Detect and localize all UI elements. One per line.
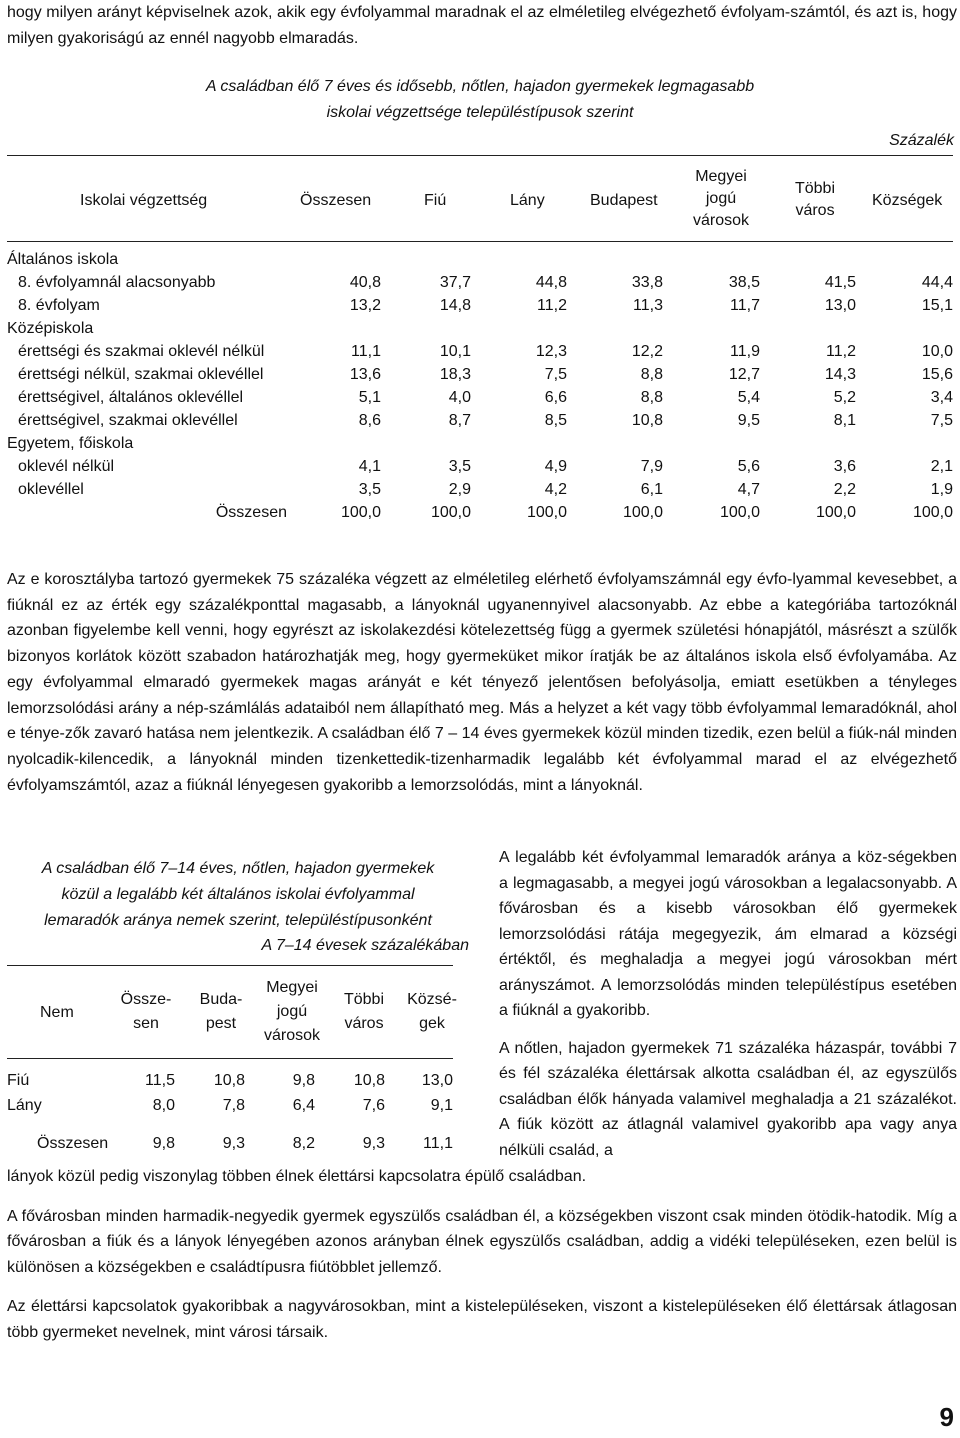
table2-title: A családban élő 7–14 éves, nőtlen, hajadon gyermekek közül a legalább két általános iskolai évfolyammal lemaradók aránya nemek szerint, településtípusonként xyxy=(41,860,435,929)
table1-row xyxy=(7,501,953,524)
table2-cell: 9,3 xyxy=(362,1135,385,1152)
table1-cell xyxy=(297,317,381,340)
table1-cell xyxy=(760,248,856,271)
table1-cell: 3,4 xyxy=(930,389,953,406)
table1-cell: 10,8 xyxy=(631,412,663,429)
table2-cell: 10,8 xyxy=(213,1072,245,1089)
table1-row-label: Általános iskola xyxy=(7,251,119,268)
side-paragraph-2: A nőtlen, hajadon gyermekek 71 százaléka házaspár, további 7 és fél százaléka élettársak alkotta családban él, az egyszülős családban élők hányada valamivel meghaladja a 21 százalékot. A fiúk között az átlagnál valamivel gyakoribb apa vagy anya nélküli család, a xyxy=(499,1039,957,1159)
table1-cell xyxy=(471,432,567,455)
table2-cell: 9,8 xyxy=(292,1072,315,1089)
table1-cell xyxy=(663,248,760,271)
table1-header-col2: Fiú xyxy=(424,192,447,209)
table2-cell: 7,6 xyxy=(362,1097,385,1114)
table1-header-col6: Többi város xyxy=(794,180,836,219)
table1-cell: 3,5 xyxy=(358,481,381,498)
table1-row xyxy=(7,455,953,478)
table1-cell: 4,2 xyxy=(544,481,567,498)
table1-cell: 3,6 xyxy=(833,458,856,475)
table2-row-label: Fiú xyxy=(7,1072,30,1089)
table1-row xyxy=(7,340,953,363)
table1-cell: 5,2 xyxy=(833,389,856,406)
table1-cell: 100,0 xyxy=(719,504,760,521)
table1-row-label: 8. évfolyamnál alacsonyabb xyxy=(18,274,216,291)
table1-cell: 100,0 xyxy=(340,504,381,521)
table1-cell: 11,7 xyxy=(730,297,760,314)
table1-cell: 7,9 xyxy=(640,458,663,475)
table1-cell: 8,8 xyxy=(640,389,663,406)
table1-row xyxy=(7,409,953,432)
table1-cell: 8,5 xyxy=(544,412,567,429)
table1 xyxy=(7,248,953,524)
table1-row-label: érettségi és szakmai oklevél nélkül xyxy=(18,343,265,360)
table1-cell: 38,5 xyxy=(728,274,760,291)
table1-header-col5: Megyei jogú városok xyxy=(692,168,750,229)
table1-cell xyxy=(381,248,471,271)
table1-unit: Százalék xyxy=(889,132,954,149)
table1-cell xyxy=(567,248,663,271)
table1-cell: 5,6 xyxy=(737,458,760,475)
table2-cell: 9,8 xyxy=(152,1135,175,1152)
table1-cell: 4,1 xyxy=(358,458,381,475)
table1-header-col4: Budapest xyxy=(590,192,658,209)
table1-cell: 12,3 xyxy=(535,343,567,360)
table1-cell: 33,8 xyxy=(631,274,663,291)
table1-cell: 4,0 xyxy=(448,389,471,406)
table2-header-col4: Többi város xyxy=(343,991,385,1032)
table1-cell: 8,8 xyxy=(640,366,663,383)
table1-cell: 2,2 xyxy=(833,481,856,498)
table1-row-label: Összesen xyxy=(215,504,287,521)
table1-cell: 11,1 xyxy=(351,343,381,360)
table1-row-label: 8. évfolyam xyxy=(18,297,100,314)
table1-cell: 100,0 xyxy=(526,504,567,521)
table1-cell: 100,0 xyxy=(622,504,663,521)
table1-cell xyxy=(297,432,381,455)
table1-cell xyxy=(856,317,953,340)
table1-cell: 100,0 xyxy=(430,504,471,521)
table1-cell: 44,4 xyxy=(921,274,953,291)
table1-cell: 12,2 xyxy=(631,343,663,360)
table2-row-label: Összesen xyxy=(37,1135,109,1152)
table2-header-rule xyxy=(7,1058,453,1059)
main-paragraph: Az e korosztályba tartozó gyermekek 75 százaléka végzett az elméletileg elérhető évfolyamszámnál egy évfo-lyammal kevesebbet, a fiúknál ez az érték egy százalékponttal magasabb, a lányoknál ugyanennyivel alacsonyabb. Az ebbe a kategóriába tartozóknál azonban figyelembe kell venni, hogy egyrészt az iskolakezdési kötelezettség függ a gyermek születési hónapjától, másrészt a szülők bizonyos korlátok között szabadon határozhatják meg, hogy gyermeküket mikor íratják be az általános iskola első évfolyamába. Az egy évfolyammal elmaradó gyermekek magas arányát e két tényező jelentősen befolyásolja, emiatt esetükben a tényleges lemorzsolódási arány a nép-számlálás adataiból nem állapítható meg. Más a helyzet a két vagy több évfolyammal lemaradóknál, ahol e ténye-zők zavaró hatása nem jelentkezik. A családban élő 7 – 14 éves gyermekek közül minden tizedik, ezen belül a fiúk-nál minden nyolcadik-kilencedik, a lányoknál minden tizenkettedik-tizenharmadik legalább két évfolyammal marad el az elvégezhető évfolyamszámtól, azaz a fiúknál lényegesen gyakoribb a lemorzsolódás, mint a lányoknál. xyxy=(7,571,957,794)
table1-cell xyxy=(381,317,471,340)
table2-cell: 8,0 xyxy=(152,1097,175,1114)
table1-cell: 15,1 xyxy=(921,297,953,314)
table1-row-label: érettségivel, szakmai oklevéllel xyxy=(18,412,238,429)
table1-cell: 13,2 xyxy=(349,297,381,314)
table1-cell: 6,6 xyxy=(544,389,567,406)
table2-cell: 11,1 xyxy=(423,1135,453,1152)
table1-cell: 10,0 xyxy=(921,343,953,360)
table1-cell: 18,3 xyxy=(439,366,471,383)
table1-cell xyxy=(663,432,760,455)
side-column xyxy=(499,845,957,1173)
table1-cell xyxy=(760,317,856,340)
table1-cell: 6,1 xyxy=(640,481,663,498)
table1-row xyxy=(7,386,953,409)
table2-row xyxy=(7,1118,453,1156)
table2-cell: 7,8 xyxy=(222,1097,245,1114)
table2-header-col2: Buda- pest xyxy=(199,991,243,1032)
table1-cell: 8,7 xyxy=(448,412,471,429)
table2-row xyxy=(7,1093,453,1118)
table1-header-col0: Iskolai végzettség xyxy=(80,192,208,209)
table1-row xyxy=(7,294,953,317)
table1-row-label: Egyetem, főiskola xyxy=(7,435,134,452)
table1-cell: 2,1 xyxy=(930,458,953,475)
table1-cell: 11,9 xyxy=(730,343,760,360)
table1-cell xyxy=(567,317,663,340)
table2-header-col5: Közsé- gek xyxy=(407,991,457,1032)
table1-cell: 4,9 xyxy=(544,458,567,475)
table1-cell: 37,7 xyxy=(439,274,471,291)
side-paragraph-2-continuation: lányok közül pedig viszonylag többen élnek élettársi kapcsolatra épülő családban. xyxy=(7,1168,587,1185)
table1-cell: 8,6 xyxy=(358,412,381,429)
table2-row xyxy=(7,1068,453,1093)
table2-cell: 10,8 xyxy=(353,1072,385,1089)
table1-cell xyxy=(471,317,567,340)
table1-row-label: érettségi nélkül, szakmai oklevéllel xyxy=(18,366,264,383)
table1-cell: 41,5 xyxy=(824,274,856,291)
table2-cell: 11,5 xyxy=(145,1072,175,1089)
table1-row xyxy=(7,248,953,271)
table1-cell: 100,0 xyxy=(912,504,953,521)
table2-header-col0: Nem xyxy=(40,1004,74,1021)
table1-cell: 11,2 xyxy=(537,297,567,314)
table2-header-col1: Össze- sen xyxy=(120,991,172,1032)
table2-row-label: Lány xyxy=(7,1097,42,1114)
table1-header-col1: Összesen xyxy=(300,192,372,209)
side-paragraph-1: A legalább két évfolyammal lemaradók aránya a köz-ségekben a legmagasabb, a megyei jogú városokban a legalacsonyabb. A fővárosban és a kisebb városokban élő gyermekek lemorzsolódási rátája megegyezik, ám elmarad a községi értéktől, és meghaladja a megyei jogú városokban mért arányszámot. A lemorzsolódás minden településtípus esetében a fiúknál a gyakoribb. xyxy=(499,849,957,1019)
table1-cell: 14,3 xyxy=(824,366,856,383)
table1-cell: 14,8 xyxy=(439,297,471,314)
table2-unit: A 7–14 évesek százalékában xyxy=(261,937,469,954)
table1-row xyxy=(7,432,953,455)
table1-cell xyxy=(567,432,663,455)
table1-row-label: oklevél nélkül xyxy=(18,458,115,475)
table2-cell: 9,3 xyxy=(222,1135,245,1152)
table2-cell: 8,2 xyxy=(292,1135,315,1152)
table1-cell: 15,6 xyxy=(921,366,953,383)
table1-cell xyxy=(663,317,760,340)
table1-header-col3: Lány xyxy=(510,192,545,209)
table2-cell: 9,1 xyxy=(430,1097,453,1114)
table1-cell xyxy=(381,432,471,455)
table1-cell: 100,0 xyxy=(815,504,856,521)
table1-row-label: Középiskola xyxy=(7,320,94,337)
table1-header-col7: Községek xyxy=(872,192,943,209)
table2-top-rule xyxy=(7,965,453,966)
table1-row xyxy=(7,317,953,340)
table1-row xyxy=(7,363,953,386)
intro-paragraph: hogy milyen arányt képviselnek azok, akik egy évfolyammal maradnak el az elméletileg elvégezhető évfolyam-számtól, és azt is, hogy milyen gyakoriságú az ennél nagyobb elmaradás. xyxy=(7,4,957,47)
table2-cell: 13,0 xyxy=(421,1072,453,1089)
table1-row-label: érettségivel, általános oklevéllel xyxy=(18,389,244,406)
table1-row xyxy=(7,271,953,294)
table1-cell: 13,0 xyxy=(824,297,856,314)
table1-cell: 3,5 xyxy=(448,458,471,475)
table1-row xyxy=(7,478,953,501)
table1-cell: 1,9 xyxy=(930,481,953,498)
table1-cell: 4,7 xyxy=(737,481,760,498)
table1-header-rule xyxy=(7,241,953,242)
table1-cell xyxy=(297,248,381,271)
table2 xyxy=(7,1068,453,1156)
capital-paragraph: A fővárosban minden harmadik-negyedik gyermek egyszülős családban él, a községekben viszont csak minden ötödik-hatodik. Míg a fővárosban a fiúk és a lányok lényegében azonos arányban élnek egyszülős családban, addig a vidéki településeken, ezen belül is különösen a községekben e családtípusra fiútöbblet jellemző. xyxy=(7,1207,957,1276)
partner-paragraph: Az élettársi kapcsolatok gyakoribbak a nagyvárosokban, mint a kistelepüléseken, viszont a kistelepüléseken élő élettársak átlagosan több gyermeket nevelnek, mint városi társaik. xyxy=(7,1298,957,1341)
table1-cell: 12,7 xyxy=(728,366,760,383)
table1-cell xyxy=(856,248,953,271)
table1-cell: 5,1 xyxy=(358,389,381,406)
table1-cell: 2,9 xyxy=(448,481,471,498)
table1-title: A családban élő 7 éves és idősebb, nőtlen, hajadon gyermekek legmagasabb iskolai végzettsége településtípusok szerint xyxy=(205,78,755,121)
page-number: 9 xyxy=(939,1402,954,1432)
table1-cell: 13,6 xyxy=(349,366,381,383)
table1-cell: 7,5 xyxy=(930,412,953,429)
table1-row-label: oklevéllel xyxy=(18,481,84,498)
table1-cell: 7,5 xyxy=(544,366,567,383)
table1-cell: 8,1 xyxy=(833,412,856,429)
table1-top-rule xyxy=(7,155,953,156)
table2-cell: 6,4 xyxy=(292,1097,315,1114)
table1-cell: 44,8 xyxy=(535,274,567,291)
table2-header-col3: Megyei jogú városok xyxy=(263,979,321,1044)
table1-cell xyxy=(856,432,953,455)
table1-cell: 40,8 xyxy=(349,274,381,291)
table1-cell xyxy=(471,248,567,271)
table1-cell: 5,4 xyxy=(737,389,760,406)
table1-cell xyxy=(760,432,856,455)
table1-cell: 11,2 xyxy=(826,343,856,360)
table1-cell: 9,5 xyxy=(737,412,760,429)
table1-cell: 11,3 xyxy=(633,297,663,314)
table1-cell: 10,1 xyxy=(439,343,471,360)
after-section xyxy=(7,1164,957,1359)
